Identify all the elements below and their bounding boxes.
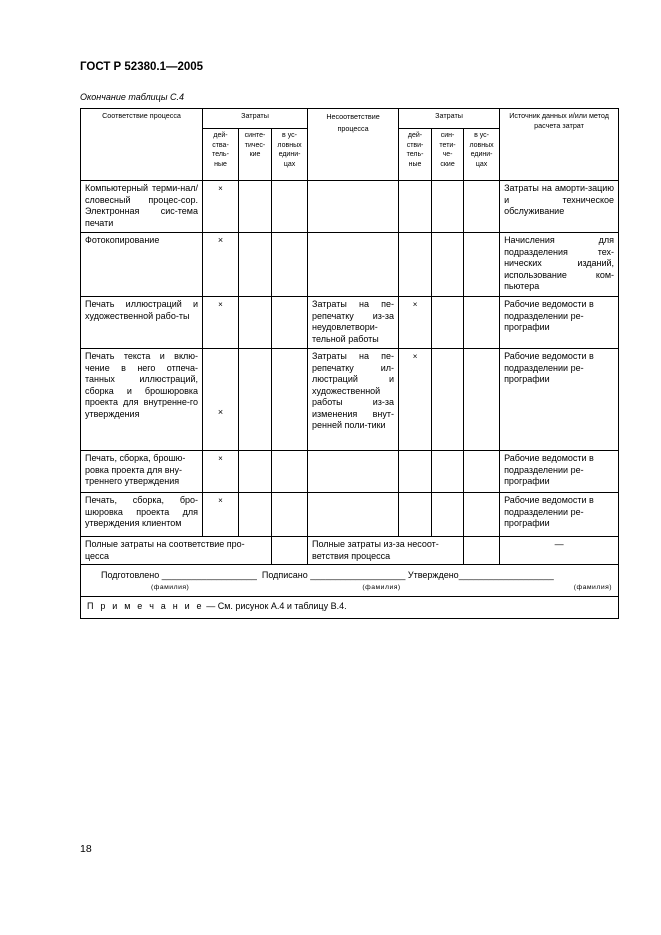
empty-cell <box>239 493 272 537</box>
mark-cell: × <box>203 451 239 493</box>
approved-label: Утверждено <box>407 570 459 580</box>
table-caption: Окончание таблицы С.4 <box>80 92 184 102</box>
surname-caption: (фамилия) <box>573 583 613 591</box>
total-process-cell: Полные затраты на соответствие про-цесса <box>81 537 272 565</box>
process-cell: Компьютерный терми-нал/словесный процес-сор. Электронная сис-тема печати <box>81 181 203 233</box>
nonconf-cell: Затраты на пе-репечатку ил-люстраций и художественной работы из-за изменения внут-ренней поли-тики <box>308 349 399 451</box>
source-cell: Рабочие ведомости в подразделении ре-прографии <box>500 451 619 493</box>
empty-cell <box>399 451 432 493</box>
empty-cell <box>399 233 432 297</box>
table-row <box>81 233 619 297</box>
surname-caption: (фамилия) <box>362 583 401 591</box>
source-cell: Рабочие ведомости в подразделении ре-прографии <box>500 297 619 349</box>
source-cell: Рабочие ведомости в подразделении ре-прографии <box>500 349 619 451</box>
empty-cell <box>464 537 500 565</box>
empty-cell <box>272 537 308 565</box>
cost-table <box>80 108 619 619</box>
header-actual: дей-ства-тель-ные <box>203 129 239 181</box>
process-cell: Фотокопирование <box>81 233 203 297</box>
empty-cell <box>432 297 464 349</box>
mark-cell: × <box>203 233 239 297</box>
process-cell: Печать, сборка, брошю-ровка проекта для вну-треннего утверждения <box>81 451 203 493</box>
empty-cell <box>272 297 308 349</box>
totals-row <box>81 537 619 565</box>
empty-cell <box>239 181 272 233</box>
signed-label: Подписано <box>261 570 308 580</box>
empty-cell <box>432 349 464 451</box>
process-cell: Печать, сборка, бро-шюровка проекта для утверждения клиентом <box>81 493 203 537</box>
header-costs: Затраты <box>203 109 308 129</box>
header-synthetic-2: син-тети-че-ские <box>432 129 464 181</box>
empty-cell <box>432 493 464 537</box>
empty-cell <box>239 451 272 493</box>
empty-cell <box>239 349 272 451</box>
empty-cell <box>464 451 500 493</box>
empty-cell <box>272 181 308 233</box>
header-units: в ус-ловных едини-цах <box>272 129 308 181</box>
empty-cell <box>464 233 500 297</box>
empty-cell <box>464 297 500 349</box>
empty-cell <box>239 297 272 349</box>
mark-cell: × <box>203 493 239 537</box>
prepared-label: Подготовлено <box>101 570 160 580</box>
nonconf-cell <box>308 493 399 537</box>
note-row <box>81 597 619 619</box>
source-cell: Начисления для подразделения тех-нических изданий, использование ком-пьютера <box>500 233 619 297</box>
mark-cell: × <box>399 349 432 451</box>
signature-lines: Подготовлено ___________________ Подписано ___________________ Утверждено___________________ <box>101 570 554 580</box>
source-cell: Затраты на аморти-зацию и техническое обслуживание <box>500 181 619 233</box>
mark-cell: × <box>399 297 432 349</box>
standard-title: ГОСТ Р 52380.1—2005 <box>80 61 204 73</box>
note-text: — См. рисунок А.4 и таблицу В.4. <box>203 601 347 611</box>
note-cell <box>81 597 619 619</box>
signature-row <box>81 565 619 597</box>
table-row <box>81 493 619 537</box>
empty-cell <box>464 493 500 537</box>
header-actual-2: дей-стви-тель-ные <box>399 129 432 181</box>
empty-cell <box>272 493 308 537</box>
surname-caption: (фамилия) <box>151 583 190 591</box>
mark-cell: × <box>203 349 239 451</box>
signature-cell <box>81 565 619 597</box>
process-cell: Печать текста и вклю-чение в него отпеча-танных иллюстраций, сборка и брошюровка проекта для внутренне-го утверждения <box>81 349 203 451</box>
table-row <box>81 349 619 451</box>
header-source: Источник данных и/или метод расчета затрат <box>500 109 619 181</box>
empty-cell <box>464 181 500 233</box>
empty-cell <box>432 233 464 297</box>
empty-cell <box>399 493 432 537</box>
page-number: 18 <box>80 843 92 855</box>
nonconf-cell <box>308 181 399 233</box>
mark-cell: × <box>203 181 239 233</box>
empty-cell <box>464 349 500 451</box>
nonconf-cell <box>308 451 399 493</box>
total-nonconf-cell: Полные затраты из-за несоот-ветствия процесса <box>308 537 464 565</box>
header-synthetic: синте-тичес-кие <box>239 129 272 181</box>
table-row <box>81 297 619 349</box>
table-row <box>81 451 619 493</box>
empty-cell <box>432 181 464 233</box>
empty-cell <box>272 233 308 297</box>
header-process: Соответствие процесса <box>81 109 203 181</box>
header-costs-2: Затраты <box>399 109 500 129</box>
empty-cell <box>432 451 464 493</box>
source-cell: Рабочие ведомости в подразделении ре-прографии <box>500 493 619 537</box>
header-nonconformance: Несоответствие процесса <box>308 109 399 181</box>
nonconf-cell: Затраты на пе-репечатку из-за неудовлетвори-тельной работы <box>308 297 399 349</box>
empty-cell <box>399 181 432 233</box>
empty-cell <box>239 233 272 297</box>
nonconf-cell <box>308 233 399 297</box>
note-label: П р и м е ч а н и е <box>87 601 204 611</box>
mark-cell: × <box>203 297 239 349</box>
table-row <box>81 181 619 233</box>
total-source-cell: — <box>500 537 619 565</box>
process-cell: Печать иллюстраций и художественной рабо-ты <box>81 297 203 349</box>
empty-cell <box>272 349 308 451</box>
surname-captions <box>101 582 612 594</box>
header-units-2: в ус-ловных едини-цах <box>464 129 500 181</box>
empty-cell <box>272 451 308 493</box>
